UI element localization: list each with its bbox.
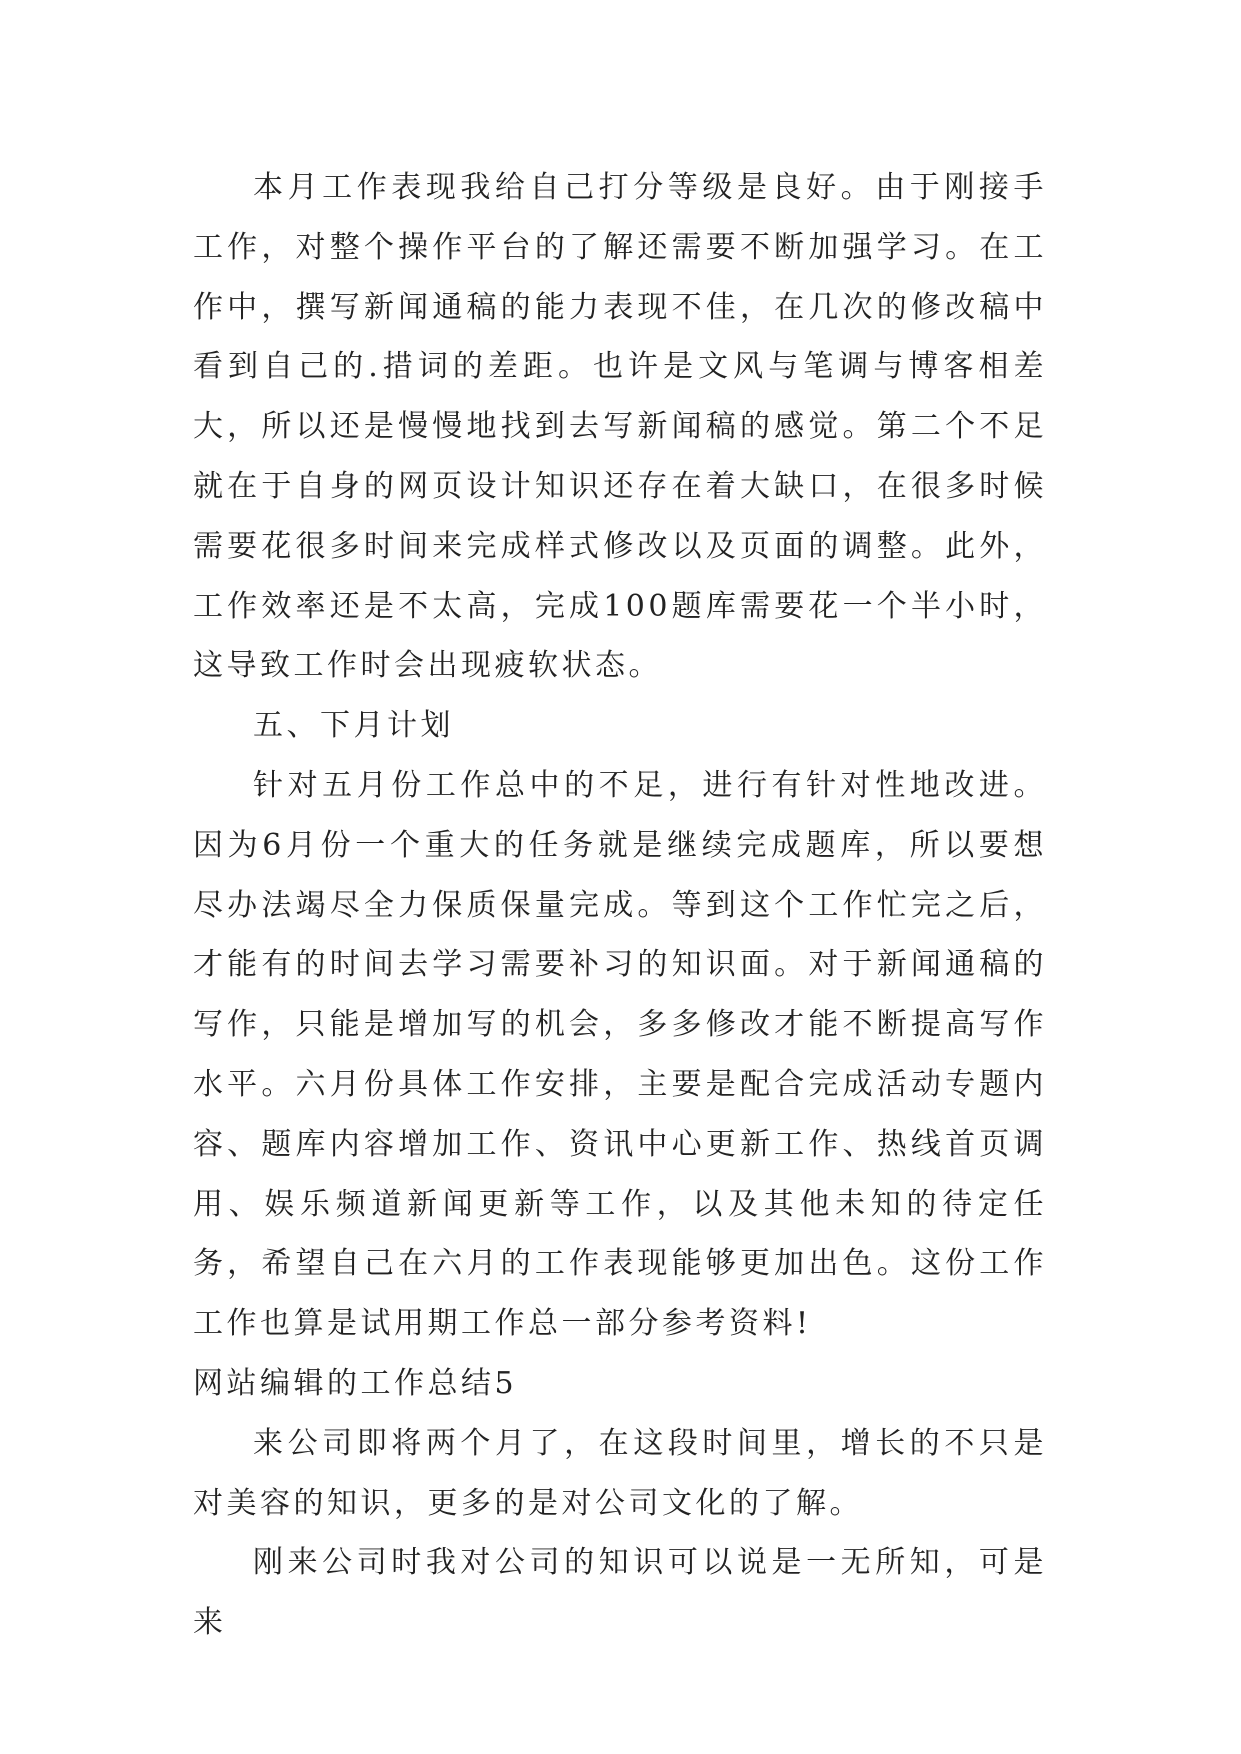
paragraph-continuation: 刚来公司时我对公司的知识可以说是一无所知，可是来	[193, 1545, 1047, 1641]
paragraph-self-evaluation: 本月工作表现我给自己打分等级是良好。由于刚接手工作，对整个操作平台的了解还需要不断加强学习。在工作中，撰写新闻通稿的能力表现不佳，在几次的修改稿中看到自己的.措词的差距。也许是文风与笔调与博客相差大，所以还是慢慢地找到去写新闻稿的感觉。第二个不足就在于自身的网页设计知识还存在着大缺口，在很多时候需要花很多时间来完成样式修改以及页面的调整。此外，工作效率还是不太高，完成100题库需要花一个半小时，这导致工作时会出现疲软状态。	[193, 170, 1047, 684]
document-page	[193, 158, 1047, 1653]
paragraph-intro: 来公司即将两个月了，在这段时间里，增长的不只是对美容的知识，更多的是对公司文化的了解。	[193, 1425, 1047, 1521]
section-heading-next-month-plan: 五、下月计划	[253, 708, 454, 744]
paragraph-plan-details: 针对五月份工作总中的不足，进行有针对性地改进。因为6月份一个重大的任务就是继续完成题库，所以要想尽办法竭尽全力保质保量完成。等到这个工作忙完之后，才能有的时间去学习需要补习的知识面。对于新闻通稿的写作，只能是增加写的机会，多多修改才能不断提高写作水平。六月份具体工作安排，主要是配合完成活动专题内容、题库内容增加工作、资讯中心更新工作、热线首页调用、娱乐频道新闻更新等工作，以及其他未知的待定任务，希望自己在六月的工作表现能够更加出色。这份工作工作也算是试用期工作总一部分参考资料!	[193, 767, 1047, 1342]
article-title: 网站编辑的工作总结5	[193, 1365, 518, 1401]
